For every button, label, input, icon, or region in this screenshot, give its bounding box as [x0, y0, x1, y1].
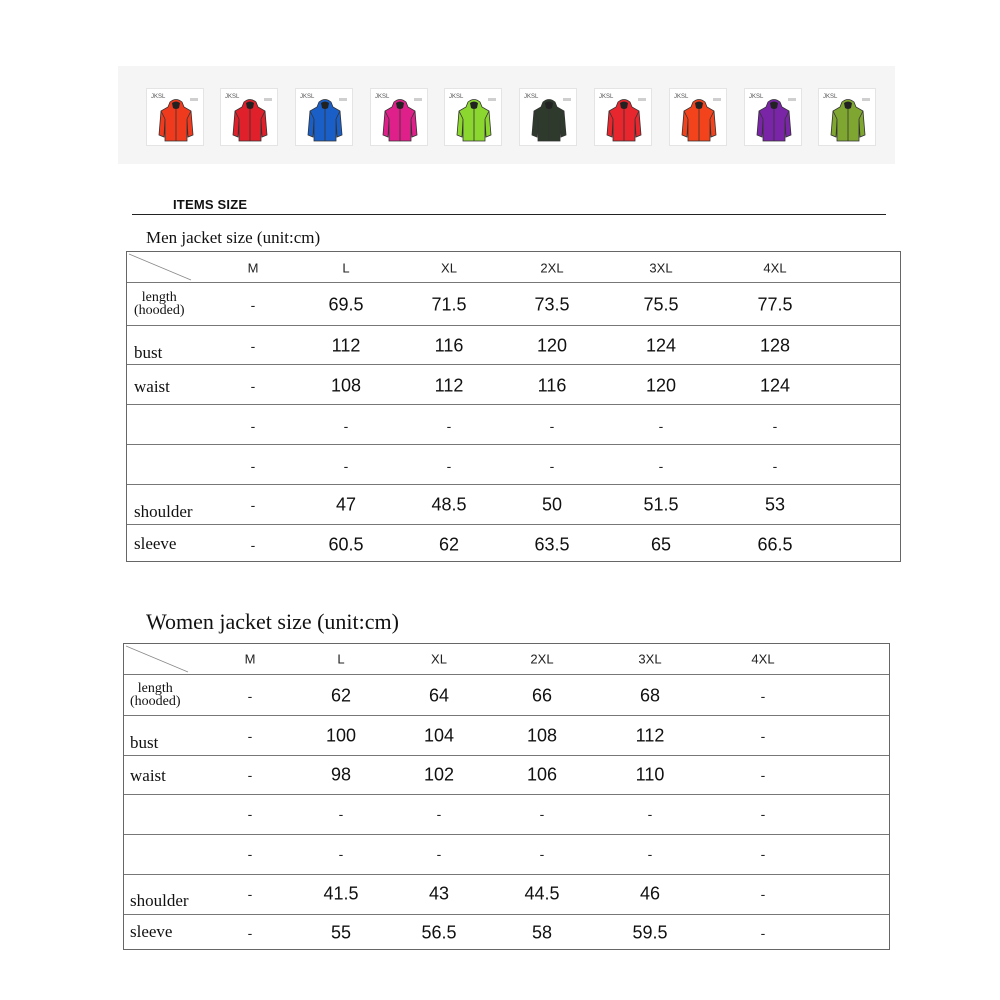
size-value: 59.5 — [632, 922, 668, 943]
size-value: - — [247, 728, 253, 744]
size-value: - — [760, 925, 766, 941]
size-value: - — [250, 497, 256, 513]
measurement-label: bust — [130, 733, 159, 752]
size-header: 4XL — [763, 260, 787, 276]
swatch-brand-label: JKSL — [674, 94, 689, 100]
size-value: 120 — [645, 375, 677, 396]
jacket-color-swatch[interactable] — [146, 88, 204, 146]
size-value: 108 — [330, 375, 362, 396]
jacket-icon — [829, 97, 867, 143]
row-divider — [127, 364, 900, 365]
measurement-label: sleeve — [130, 922, 173, 941]
swatch-brand-label: JKSL — [524, 94, 539, 100]
swatch-brand-label: JKSL — [225, 94, 240, 100]
size-value: 102 — [423, 764, 455, 785]
size-header: M — [244, 651, 256, 667]
size-value: - — [539, 806, 545, 822]
size-value: - — [760, 846, 766, 862]
size-value: - — [436, 806, 442, 822]
size-value: - — [772, 418, 778, 434]
jacket-color-swatch[interactable] — [370, 88, 428, 146]
swatch-brand-label: JKSL — [300, 94, 315, 100]
color-swatch-strip — [118, 66, 895, 164]
size-value: 46 — [639, 883, 661, 904]
size-value: 120 — [536, 335, 568, 356]
size-value: 112 — [635, 725, 665, 746]
size-value: 112 — [434, 375, 464, 396]
jacket-icon — [157, 97, 195, 143]
men-table-caption: Men jacket size (unit:cm) — [146, 228, 321, 247]
size-value: 116 — [537, 375, 567, 396]
size-value: - — [250, 338, 256, 354]
size-value: - — [247, 767, 253, 783]
jacket-color-swatch[interactable] — [594, 88, 652, 146]
size-value: - — [446, 418, 452, 434]
size-value: - — [539, 846, 545, 862]
size-value: - — [760, 728, 766, 744]
measurement-label: bust — [134, 343, 163, 362]
size-header: 3XL — [649, 260, 673, 276]
size-value: - — [247, 886, 253, 902]
size-value: 77.5 — [757, 294, 793, 315]
size-value: 71.5 — [431, 294, 467, 315]
size-value: 50 — [541, 494, 563, 515]
size-value: - — [250, 418, 256, 434]
size-value: - — [446, 458, 452, 474]
jacket-icon — [755, 97, 793, 143]
size-value: - — [760, 886, 766, 902]
row-divider — [124, 834, 889, 835]
row-divider — [124, 914, 889, 915]
measurement-label: waist — [134, 377, 170, 396]
size-value: - — [247, 688, 253, 704]
size-value: 124 — [759, 375, 791, 396]
jacket-icon — [306, 97, 344, 143]
jacket-color-swatch[interactable] — [669, 88, 727, 146]
size-value: 47 — [335, 494, 357, 515]
size-value: - — [250, 297, 256, 313]
size-value: - — [250, 378, 256, 394]
size-value: 104 — [423, 725, 455, 746]
size-value: - — [760, 806, 766, 822]
size-value: 43 — [428, 883, 450, 904]
size-value: - — [436, 846, 442, 862]
size-value: 108 — [526, 725, 558, 746]
jacket-color-swatch[interactable] — [818, 88, 876, 146]
row-divider — [127, 444, 900, 445]
size-value: 75.5 — [643, 294, 679, 315]
measurement-label: waist — [130, 766, 166, 785]
size-value: - — [338, 806, 344, 822]
swatch-brand-label: JKSL — [599, 94, 614, 100]
measurement-label: length (hooded) — [134, 290, 185, 318]
size-value: 73.5 — [534, 294, 570, 315]
size-value: 64 — [428, 685, 450, 706]
measurement-label: sleeve — [134, 534, 177, 553]
women-size-table — [123, 643, 890, 950]
jacket-icon — [605, 97, 643, 143]
swatch-brand-label: JKSL — [449, 94, 464, 100]
size-value: 66 — [531, 685, 553, 706]
size-header: L — [342, 260, 350, 276]
swatch-brand-label: JKSL — [151, 94, 166, 100]
size-value: 44.5 — [524, 883, 560, 904]
jacket-icon — [231, 97, 269, 143]
swatch-brand-label: JKSL — [749, 94, 764, 100]
size-value: 63.5 — [534, 534, 570, 555]
size-value: - — [760, 688, 766, 704]
size-value: 68 — [639, 685, 661, 706]
size-value: 124 — [645, 335, 677, 356]
size-value: - — [772, 458, 778, 474]
jacket-icon — [455, 97, 493, 143]
jacket-color-swatch[interactable] — [519, 88, 577, 146]
size-value: 69.5 — [328, 294, 364, 315]
size-value: - — [658, 418, 664, 434]
row-divider — [124, 674, 889, 675]
size-value: - — [658, 458, 664, 474]
header-corner-diagonal — [127, 252, 193, 282]
size-value: 128 — [759, 335, 791, 356]
size-header: 3XL — [638, 651, 662, 667]
size-value: - — [247, 925, 253, 941]
size-value: - — [549, 418, 555, 434]
section-title: ITEMS SIZE — [173, 197, 248, 212]
size-header: 4XL — [751, 651, 775, 667]
size-header: XL — [431, 651, 447, 667]
size-value: 60.5 — [328, 534, 364, 555]
women-table-caption: Women jacket size (unit:cm) — [146, 609, 399, 634]
size-value: - — [549, 458, 555, 474]
size-value: 55 — [330, 922, 352, 943]
size-value: - — [250, 537, 256, 553]
row-divider — [127, 282, 900, 283]
size-header: XL — [441, 260, 457, 276]
size-value: - — [338, 846, 344, 862]
measurement-label: shoulder — [130, 891, 189, 910]
jacket-icon — [530, 97, 568, 143]
size-value: 58 — [531, 922, 553, 943]
size-value: 116 — [434, 335, 464, 356]
size-value: 110 — [635, 764, 665, 785]
size-value: - — [647, 846, 653, 862]
row-divider — [124, 715, 889, 716]
size-value: - — [250, 458, 256, 474]
size-value: - — [343, 458, 349, 474]
men-size-table — [126, 251, 901, 562]
size-value: 106 — [526, 764, 558, 785]
size-value: - — [343, 418, 349, 434]
size-header: M — [247, 260, 259, 276]
jacket-icon — [381, 97, 419, 143]
size-value: - — [247, 806, 253, 822]
size-header: L — [337, 651, 345, 667]
size-value: 112 — [331, 335, 361, 356]
size-value: - — [760, 767, 766, 783]
jacket-color-swatch[interactable] — [220, 88, 278, 146]
row-divider — [127, 524, 900, 525]
swatch-brand-label: JKSL — [375, 94, 390, 100]
size-value: 51.5 — [643, 494, 679, 515]
measurement-label: shoulder — [134, 502, 193, 521]
size-header: 2XL — [540, 260, 564, 276]
measurement-label: length (hooded) — [130, 681, 181, 709]
size-value: 41.5 — [323, 883, 359, 904]
size-value: 62 — [330, 685, 352, 706]
row-divider — [124, 874, 889, 875]
row-divider — [127, 404, 900, 405]
swatch-brand-label: JKSL — [823, 94, 838, 100]
jacket-color-swatch[interactable] — [444, 88, 502, 146]
size-header: 2XL — [530, 651, 554, 667]
row-divider — [124, 794, 889, 795]
size-value: - — [247, 846, 253, 862]
size-value: 56.5 — [421, 922, 457, 943]
size-value: 62 — [438, 534, 460, 555]
size-value: 53 — [764, 494, 786, 515]
size-value: 98 — [330, 764, 352, 785]
size-value: 66.5 — [757, 534, 793, 555]
row-divider — [127, 325, 900, 326]
header-corner-diagonal — [124, 644, 190, 674]
size-value: 48.5 — [431, 494, 467, 515]
section-divider — [132, 214, 886, 215]
row-divider — [127, 484, 900, 485]
size-value: - — [647, 806, 653, 822]
size-value: 100 — [325, 725, 357, 746]
size-value: 65 — [650, 534, 672, 555]
jacket-color-swatch[interactable] — [744, 88, 802, 146]
row-divider — [124, 755, 889, 756]
jacket-color-swatch[interactable] — [295, 88, 353, 146]
jacket-icon — [680, 97, 718, 143]
